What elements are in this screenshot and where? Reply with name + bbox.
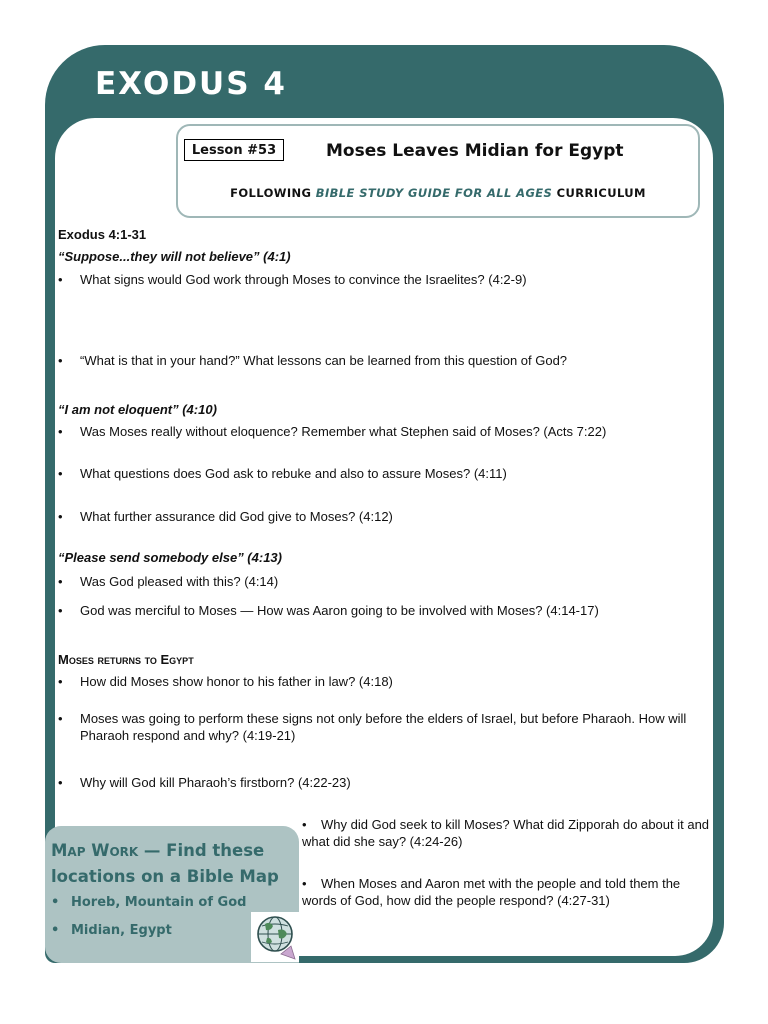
question-text: Was Moses really without eloquence? Remember what Stephen said of Moses? (Acts 7:22) bbox=[80, 424, 607, 439]
map-work-title bbox=[51, 838, 296, 890]
map-location-item bbox=[51, 895, 246, 910]
map-location-item bbox=[51, 923, 172, 938]
question-text: Why will God kill Pharaoh’s firstborn? (4:22-23) bbox=[80, 775, 351, 790]
curriculum-line bbox=[176, 186, 700, 200]
page-title: EXODUS 4 bbox=[95, 66, 287, 102]
bullet-icon: • bbox=[58, 509, 63, 524]
bullet-icon: • bbox=[58, 353, 63, 368]
curriculum-post: CURRICULUM bbox=[556, 186, 646, 200]
question-item bbox=[302, 875, 710, 909]
map-location-text: Midian, Egypt bbox=[71, 923, 172, 938]
curriculum-pre: FOLLOWING bbox=[230, 186, 312, 200]
bullet-icon: • bbox=[58, 466, 63, 481]
bullet-icon: • bbox=[302, 876, 321, 891]
bullet-icon: • bbox=[51, 895, 60, 910]
bullet-icon: • bbox=[58, 674, 63, 689]
bullet-icon: • bbox=[51, 923, 60, 938]
curriculum-name: BIBLE STUDY GUIDE FOR ALL AGES bbox=[315, 186, 553, 200]
scripture-reference: Exodus 4:1-31 bbox=[58, 227, 147, 242]
question-text: “What is that in your hand?” What lessons can be learned from this question of God? bbox=[80, 353, 568, 368]
lesson-title: Moses Leaves Midian for Egypt bbox=[326, 141, 624, 161]
bullet-icon: • bbox=[58, 775, 63, 790]
map-work-instruction: — Find these locations on a Bible Map bbox=[51, 841, 279, 886]
question-text: Was God pleased with this? (4:14) bbox=[80, 574, 279, 589]
bullet-icon: • bbox=[58, 424, 63, 439]
question-text: What questions does God ask to rebuke and also to assure Moses? (4:11) bbox=[80, 466, 507, 481]
bullet-icon: • bbox=[58, 711, 63, 726]
question-text: How did Moses show honor to his father in law? (4:18) bbox=[80, 674, 393, 689]
lesson-number: Lesson #53 bbox=[184, 139, 284, 161]
question-text: Why did God seek to kill Moses? What did Zipporah do about it and what did she say? (4:24-26) bbox=[302, 817, 710, 849]
map-location-text: Horeb, Mountain of God bbox=[71, 895, 247, 910]
question-text: Moses was going to perform these signs not only before the elders of Israel, but before Pharaoh. How will Pharaoh respond and why? (4:19-21) bbox=[80, 711, 687, 743]
section-heading: Moses returns to Egypt bbox=[58, 652, 194, 667]
bullet-icon: • bbox=[58, 603, 63, 618]
question-text: God was merciful to Moses — How was Aaron going to be involved with Moses? (4:14-17) bbox=[80, 603, 599, 618]
globe-icon bbox=[251, 912, 299, 962]
bullet-icon: • bbox=[58, 574, 63, 589]
bullet-icon: • bbox=[302, 817, 321, 832]
question-text: What signs would God work through Moses to convince the Israelites? (4:2-9) bbox=[80, 272, 527, 287]
bullet-icon: • bbox=[58, 272, 63, 287]
section-heading: “Please send somebody else” (4:13) bbox=[58, 550, 282, 565]
section-heading: “I am not eloquent” (4:10) bbox=[58, 402, 217, 417]
question-text: What further assurance did God give to Moses? (4:12) bbox=[80, 509, 393, 524]
question-item bbox=[302, 816, 710, 850]
question-text: When Moses and Aaron met with the people and told them the words of God, how did the people respond? (4:27-31) bbox=[302, 876, 681, 908]
map-work-label: Map Work bbox=[51, 841, 139, 860]
section-heading: “Suppose...they will not believe” (4:1) bbox=[58, 249, 291, 264]
